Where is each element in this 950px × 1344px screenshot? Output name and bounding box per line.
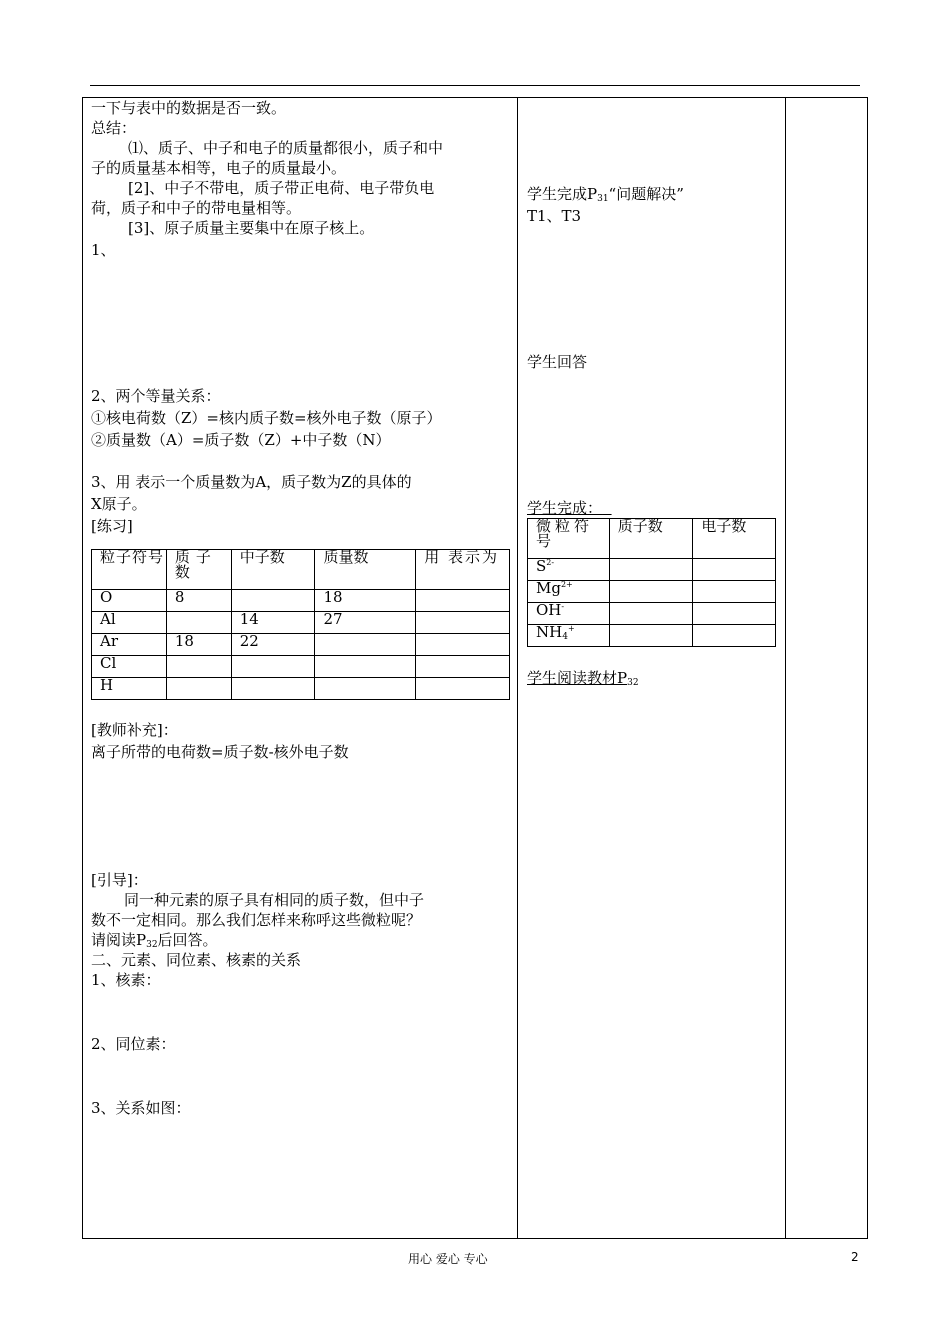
left-line: 总结：	[91, 119, 137, 137]
ion-cell	[609, 625, 693, 647]
left-line: 数不一定相同。那么我们怎样来称呼这些微粒呢？	[91, 911, 422, 929]
ion-cell	[609, 603, 693, 625]
left-line: [引导]：	[91, 871, 148, 889]
left-line: 一下与表中的数据是否一致。	[91, 99, 287, 117]
left-line: 同一种元素的原子具有相同的质子数，但中子	[124, 891, 425, 909]
ion-cell	[693, 603, 776, 625]
practice-cell	[416, 612, 510, 634]
practice-cell	[315, 656, 416, 678]
ion-cell	[693, 625, 776, 647]
column-divider-1	[517, 97, 518, 1239]
left-line: 1、	[91, 241, 116, 259]
page-number: 2	[851, 1250, 859, 1264]
left-line: 3、关系如图：	[91, 1099, 191, 1117]
practice-cell: Al	[92, 612, 167, 634]
left-line: 离子所带的电荷数=质子数-核外电子数	[91, 743, 349, 761]
practice-cell: 18	[166, 634, 231, 656]
header-rule	[90, 85, 860, 86]
practice-header: 用 表示为	[416, 550, 510, 590]
practice-cell: 8	[166, 590, 231, 612]
practice-cell: 18	[315, 590, 416, 612]
mid-answer: 学生回答	[527, 353, 588, 371]
practice-cell: H	[92, 678, 167, 700]
left-line: 3、用 表示一个质量数为A，质子数为Z的具体的	[91, 473, 412, 491]
left-line: ②质量数（A）=质子数（Z）+中子数（N）	[91, 431, 391, 449]
ion-cell	[693, 581, 776, 603]
left-line: 荷，质子和中子的带电量相等。	[91, 199, 302, 217]
mid-task: 学生完成$P_{31}“$问题解决”	[527, 185, 684, 204]
ion-symbol: $NH_4^+$	[528, 625, 610, 647]
practice-cell	[166, 656, 231, 678]
left-line: ⑴、质子、中子和电子的质量都很小，质子和中	[128, 139, 444, 157]
practice-cell: O	[92, 590, 167, 612]
mid-read: 学生阅读教材$P_{32}$	[527, 669, 639, 688]
left-line: 子的质量基本相等，电子的质量最小。	[91, 159, 347, 177]
ion-cell	[609, 559, 693, 581]
practice-cell	[231, 656, 315, 678]
ion-cell	[609, 581, 693, 603]
column-divider-2	[785, 97, 786, 1239]
left-line: 二、元素、同位素、核素的关系	[91, 951, 302, 969]
mid-complete: 学生完成：	[527, 499, 603, 517]
practice-cell: 14	[231, 612, 315, 634]
practice-cell	[416, 678, 510, 700]
practice-heading: [练习]	[91, 517, 133, 535]
practice-cell	[416, 590, 510, 612]
practice-cell: Cl	[92, 656, 167, 678]
left-line: 2、两个等量关系：	[91, 387, 221, 405]
ion-header: 电子数	[693, 519, 776, 559]
left-line: 1、核素：	[91, 971, 161, 989]
ion-symbol: $Mg^{2+}$	[528, 581, 610, 603]
practice-header: 粒子符号	[92, 550, 167, 590]
left-line: ①核电荷数（Z）=核内质子数=核外电子数（原子）	[91, 409, 442, 427]
mid-task-line2: T1、T3	[527, 207, 582, 225]
ion-symbol: OH-	[528, 603, 610, 625]
left-line: 2、同位素：	[91, 1035, 176, 1053]
ion-table	[527, 518, 776, 647]
left-line: [3]、原子质量主要集中在原子核上。	[128, 219, 375, 237]
practice-cell: 22	[231, 634, 315, 656]
practice-cell	[231, 678, 315, 700]
practice-cell	[315, 678, 416, 700]
practice-header: 质子数	[166, 550, 231, 590]
ion-cell	[693, 559, 776, 581]
practice-header: 质量数	[315, 550, 416, 590]
ion-symbol: $S^{2-}$	[528, 559, 610, 581]
left-line: [教师补充]：	[91, 721, 178, 739]
practice-header: 中子数	[231, 550, 315, 590]
practice-cell: 27	[315, 612, 416, 634]
left-line: [2]、中子不带电，质子带正电荷、电子带负电	[128, 179, 435, 197]
left-line: 请阅读$P_{32}$后回答。	[91, 931, 218, 950]
footer-motto: 用心 爱心 专心	[408, 1252, 488, 1266]
practice-cell	[416, 656, 510, 678]
practice-table	[91, 549, 510, 700]
practice-cell	[166, 678, 231, 700]
left-line: X原子。	[91, 495, 147, 513]
ion-header: 质子数	[609, 519, 693, 559]
practice-cell	[231, 590, 315, 612]
ion-header: 微粒符号	[528, 519, 610, 559]
practice-cell	[416, 634, 510, 656]
practice-cell	[315, 634, 416, 656]
practice-cell: Ar	[92, 634, 167, 656]
practice-cell	[166, 612, 231, 634]
